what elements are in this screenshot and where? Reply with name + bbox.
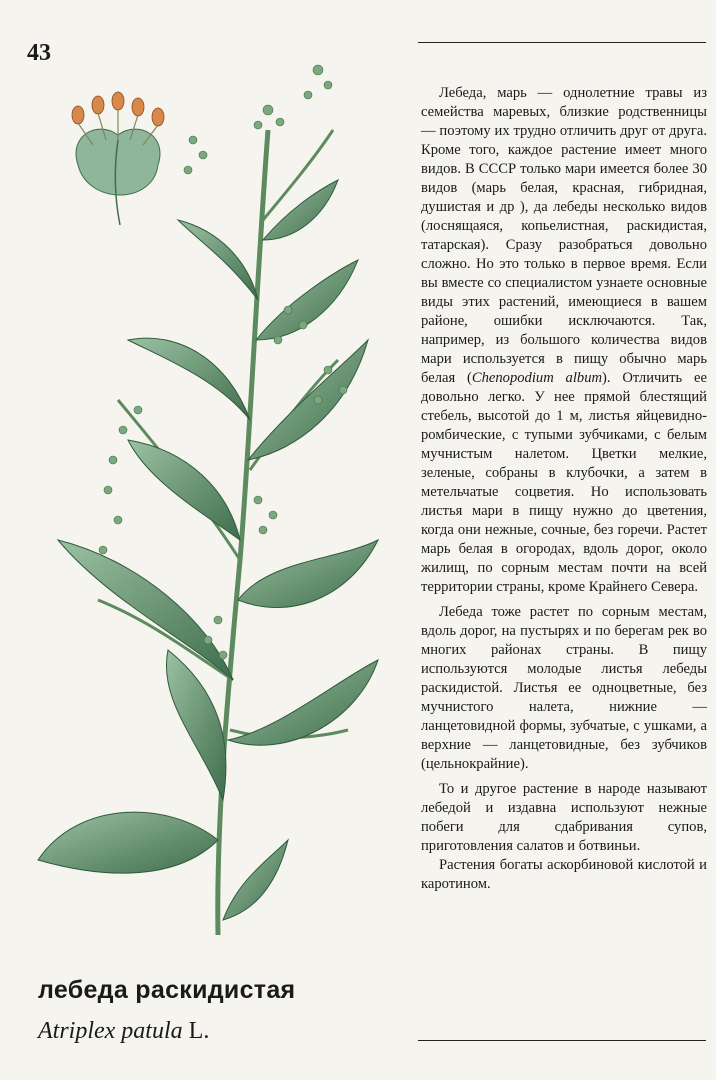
- page-number: 43: [27, 40, 51, 66]
- paragraph-uses: То и другое растение в народе называют лебедой и издавна используют нежные побеги для сдабривания супов, приготовления салатов и ботвиньи.: [421, 781, 707, 854]
- paragraph-text: ). Отличить ее довольно легко. У нее прямой блестящий стебель, высотой до 1 м, листья яйцевидно-ромбические, с тупыми зубчиками, с белым мучнистым налетом. Цветки мелкие, зеленые, собраны в клубочки, а затем в метельчатые соцветия. Но использовать листья мари в пищу нужно до цветения, когда они нежные, сочные, без горечи. Растет марь белая в огородах, вдоль дорог, около жилищ, по сорным местам почти на всей территории страны, кроме Крайнего Севера.: [421, 370, 707, 595]
- top-rule: [418, 42, 706, 43]
- paragraph-mari-intro: [421, 84, 707, 597]
- plant-illustration: [18, 40, 398, 945]
- flower-detail: [72, 92, 164, 225]
- paragraph-nutrition: Растения богаты аскорбиновой кислотой и каротином.: [421, 857, 707, 892]
- latin-author: L.: [182, 1018, 210, 1044]
- latin-binomial: Atriplex patula: [38, 1018, 183, 1044]
- article-text: [421, 84, 707, 900]
- caption-latin: [38, 1018, 209, 1045]
- latin-name: Chenopodium album: [471, 370, 603, 386]
- paragraph-lebeda: Лебеда тоже растет по сорным местам, вдоль дорог, на пустырях и по берегам рек во многих районах страны. В пищу используются молодые листья лебеды раскидистой. Листья ее одноцветные, без мучнистого налета, нижние — ланцетовидной формы, зубчатые, с ушками, а верхние — ланцетовидные, без зубчиков (цельнокрайние).: [421, 604, 707, 772]
- caption-title: лебеда раскидистая: [38, 976, 296, 1004]
- paragraph-text: Лебеда, марь — однолетние травы из семейства маревых, близкие родственницы — поэтому их трудно отличить друг от друга. Кроме того, каждое растение имеет много видов. В СССР только мари имеется более 30 видов (марь белая, красная, гибридная, душистая и др ), да лебеды несколько видов (лоснящаяся, копьелистная, раскидистая, татарская). Сразу разобраться довольно сложно. Но это только в первое время. Если вы вместе со специалистом узнаете основные виды этих растений, имеющиеся в вашем районе, ошибки исключаются. Так, например, из большого количества видов мари используется в пищу обычно марь белая (: [421, 85, 707, 386]
- bottom-rule: [418, 1040, 706, 1041]
